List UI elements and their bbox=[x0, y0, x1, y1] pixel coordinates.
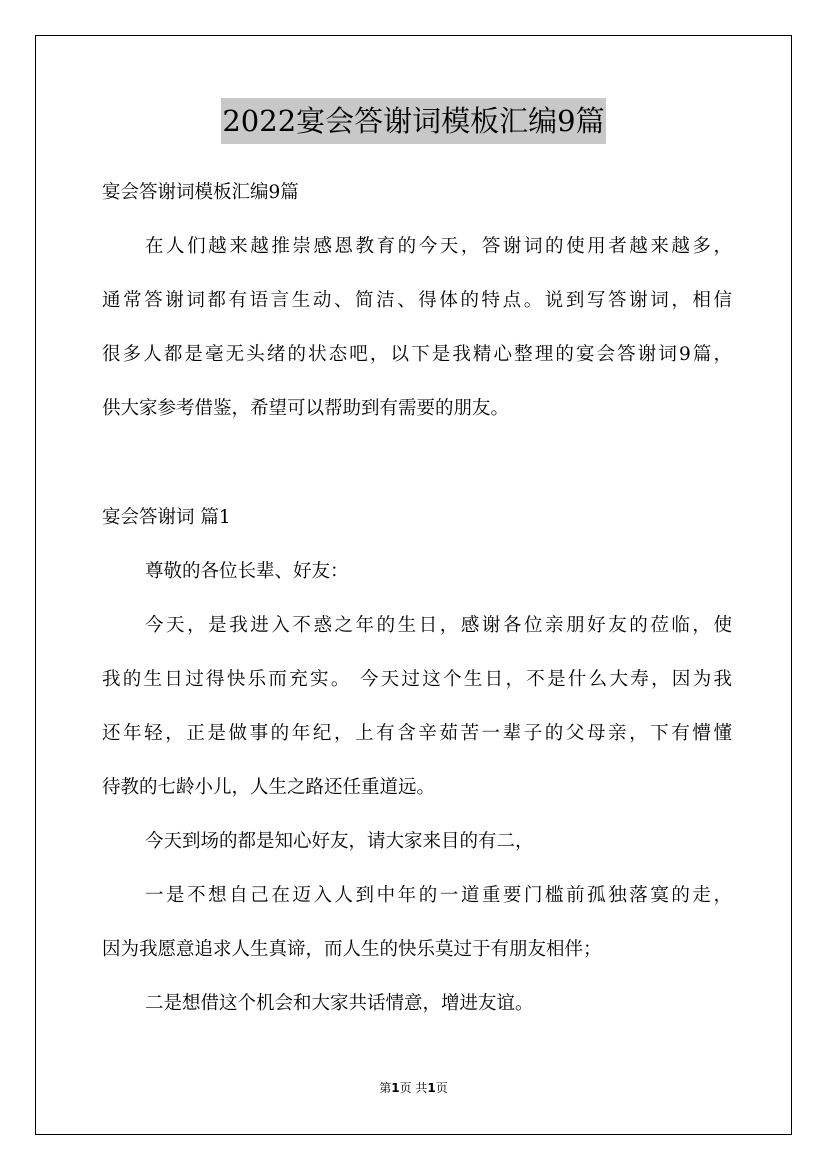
paragraph-2: 今天到场的都是知心好友，请大家来目的有二， bbox=[145, 831, 534, 852]
intro-line-2: 通常答谢词都有语言生动、简洁、得体的特点。说到写答谢词，相信 bbox=[102, 290, 732, 311]
page-footer bbox=[0, 1080, 827, 1096]
intro-line-3: 很多人都是毫无头绪的状态吧，以下是我精心整理的宴会答谢词9篇， bbox=[102, 344, 732, 365]
footer-page-number: 1 bbox=[391, 1081, 400, 1095]
footer-suffix: 页 bbox=[435, 1081, 448, 1095]
paragraph-3-line-1: 一是不想自己在迈入人到中年的一道重要门槛前孤独落寞的走， bbox=[145, 885, 732, 906]
paragraph-1-line-3: 还年轻，正是做事的年纪，上有含辛茹苦一辈子的父母亲，下有懵懂 bbox=[102, 723, 732, 744]
intro-line-4: 供大家参考借鉴，希望可以帮助到有需要的朋友。 bbox=[102, 398, 510, 419]
paragraph-1-line-4: 待教的七龄小儿，人生之路还任重道远。 bbox=[102, 777, 436, 798]
footer-middle: 页 共 bbox=[399, 1081, 428, 1095]
paragraph-1-line-2: 我的生日过得快乐而充实。 今天过这个生日，不是什么大寿，因为我 bbox=[102, 669, 732, 690]
footer-total-pages: 1 bbox=[427, 1081, 436, 1095]
section-heading: 宴会答谢词 篇1 bbox=[102, 507, 231, 528]
paragraph-1-line-1: 今天，是我进入不惑之年的生日，感谢各位亲朋好友的莅临，使 bbox=[145, 615, 732, 636]
paragraph-4: 二是想借这个机会和大家共话情意，增进友谊。 bbox=[145, 993, 534, 1014]
salutation: 尊敬的各位长辈、好友： bbox=[145, 561, 349, 582]
footer-prefix: 第 bbox=[379, 1081, 392, 1095]
paragraph-3-line-2: 因为我愿意追求人生真谛，而人生的快乐莫过于有朋友相伴； bbox=[102, 939, 602, 960]
intro-line-1: 在人们越来越推崇感恩教育的今天，答谢词的使用者越来越多， bbox=[145, 236, 732, 257]
document-title bbox=[0, 98, 827, 144]
document-subtitle: 宴会答谢词模板汇编9篇 bbox=[102, 182, 299, 203]
document-title-text: 2022宴会答谢词模板汇编9篇 bbox=[221, 98, 605, 144]
